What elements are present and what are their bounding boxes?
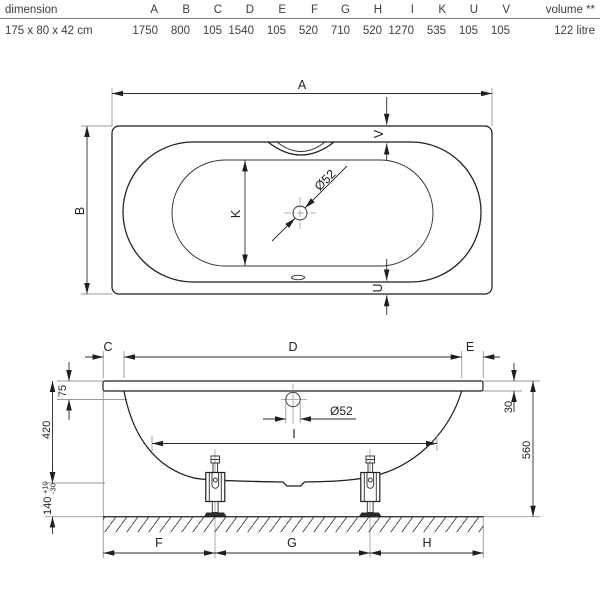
overflow-icon <box>268 142 334 155</box>
dim-cde <box>85 340 500 357</box>
top-view <box>73 78 492 315</box>
value-h: 520 <box>362 25 382 37</box>
dim-i <box>152 427 437 451</box>
dim-v <box>372 97 387 161</box>
dim-label-f: F <box>155 536 163 550</box>
dim-label-420: 420 <box>41 420 53 440</box>
header-col-h: H <box>373 4 382 16</box>
dim-420 <box>41 381 53 483</box>
dim-label-b: B <box>73 206 87 216</box>
value-dimension: 175 x 80 x 42 cm <box>5 25 93 37</box>
dim-label-u: U <box>371 283 385 293</box>
dim-label-v: V <box>372 129 386 139</box>
header-col-i: I <box>410 4 414 16</box>
value-g: 710 <box>330 25 350 37</box>
dim-label-e: E <box>465 340 475 354</box>
value-e: 105 <box>266 25 286 37</box>
header-col-g: G <box>341 4 350 16</box>
header-col-e: E <box>278 4 286 16</box>
dim-label-k: K <box>229 209 243 219</box>
header-dimension: dimension <box>5 4 58 16</box>
dim-a <box>112 78 492 126</box>
dim-b <box>73 126 112 294</box>
dim-75 <box>57 362 69 420</box>
value-a: 1750 <box>132 25 158 37</box>
tub-rim-edge <box>123 142 481 282</box>
rim-grip-icon <box>292 275 305 279</box>
value-i: 1270 <box>388 25 414 37</box>
value-c: 105 <box>202 25 222 37</box>
overflow-diameter-label: Ø52 <box>330 404 353 418</box>
dim-label-a: A <box>297 78 307 92</box>
header-col-v: V <box>502 4 510 16</box>
dim-label-d: D <box>288 340 298 354</box>
value-b: 800 <box>170 25 190 37</box>
header-col-u: U <box>469 4 478 16</box>
value-v: 105 <box>490 25 510 37</box>
value-k: 535 <box>426 25 446 37</box>
floor-hatch <box>103 517 484 533</box>
dim-label-c: C <box>103 340 113 354</box>
dim-label-30: 30 <box>503 400 515 414</box>
header-volume: volume ** <box>545 4 595 16</box>
header-col-c: C <box>213 4 222 16</box>
header-col-f: F <box>310 4 318 16</box>
dim-fgh <box>103 536 483 553</box>
header-col-d: D <box>245 4 254 16</box>
dim-140 <box>39 465 58 534</box>
dim-30 <box>503 363 515 413</box>
header-col-k: K <box>438 4 446 16</box>
value-d: 1540 <box>228 25 254 37</box>
drain-diameter-dim <box>272 166 347 241</box>
value-volume: 122 litre <box>554 25 595 37</box>
dim-label-75: 75 <box>57 384 69 398</box>
drain-diameter-label: Ø52 <box>311 166 339 194</box>
dim-u <box>371 259 387 315</box>
header-col-b: B <box>182 4 190 16</box>
header-col-a: A <box>150 4 158 16</box>
value-f: 520 <box>298 25 318 37</box>
value-u: 105 <box>458 25 478 37</box>
dim-label-g: G <box>287 536 297 550</box>
dim-label-i: I <box>292 427 296 441</box>
dim-k <box>229 161 245 266</box>
dim-560 <box>521 381 533 517</box>
side-view <box>39 340 541 558</box>
overflow-diameter-dim <box>263 402 356 423</box>
dim-label-140: 140 +10 -30 <box>40 481 58 515</box>
dim-label-h: H <box>422 536 432 550</box>
dim-label-560: 560 <box>521 440 533 460</box>
